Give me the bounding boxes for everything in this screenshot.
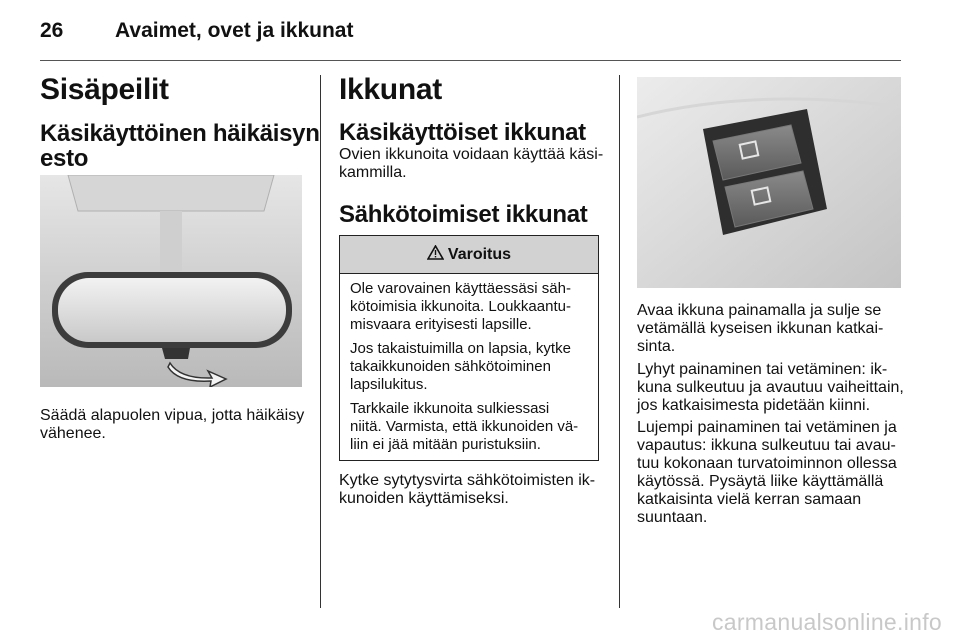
column-divider-right bbox=[619, 75, 620, 608]
right-paragraph-2: Lyhyt painaminen tai vetäminen: ik- kuna sulkeutuu ja avautuu vaiheittain, jos katkaisimesta pidetään kiinni. bbox=[637, 361, 904, 414]
window-switch-photo bbox=[637, 77, 901, 288]
warning-body bbox=[340, 274, 598, 454]
ignition-note-line2: kunoiden käyttämiseksi. bbox=[339, 490, 509, 507]
column-divider-left bbox=[320, 75, 321, 608]
warning-paragraph: Ole varovainen käyttäessäsi säh- kötoimisia ikkunoita. Loukkaantu- misvaara erityisesti lapsille. bbox=[350, 280, 571, 333]
subheading-power-windows: Sähkötoimiset ikkunat bbox=[339, 201, 588, 228]
warning-paragraph: Tarkkaile ikkunoita sulkiessasi niitä. Varmista, että ikkunoiden vä- liin ei jää mitään puristuksiin. bbox=[350, 400, 579, 453]
subheading-manual-windows: Käsikäyttöiset ikkunat bbox=[339, 119, 586, 146]
warning-header bbox=[340, 236, 598, 274]
manual-windows-text-line2: kammilla. bbox=[339, 164, 407, 181]
subheading-antiglare-line2: esto bbox=[40, 145, 89, 172]
mirror-caption-line1: Säädä alapuolen vipua, jotta häikäisy bbox=[40, 407, 305, 424]
ignition-note-line1: Kytke sytytysvirta sähkötoimisten ik- bbox=[339, 472, 596, 489]
watermark: carmanualsonline.info bbox=[711, 609, 942, 635]
warning-box bbox=[339, 235, 599, 461]
header-rule bbox=[40, 60, 901, 61]
section-heading-windows: Ikkunat bbox=[339, 73, 442, 106]
warning-paragraph: Jos takaistuimilla on lapsia, kytke takaikkunoiden sähkötoiminen lapsilukitus. bbox=[350, 340, 571, 393]
page-number: 26 bbox=[40, 19, 64, 42]
subheading-antiglare-line1: Käsikäyttöinen häikäisyn bbox=[40, 120, 320, 147]
mirror-caption-line2: vähenee. bbox=[40, 425, 106, 442]
section-heading-mirrors: Sisäpeilit bbox=[40, 73, 169, 106]
right-paragraph-3: Lujempi painaminen tai vetäminen ja vapautus: ikkuna sulkeutuu tai avau- tuu kokonaan turvatoiminnon ollessa käytössä. Pysäytä liike käyttämällä katkaisinta vielä kerran samaan suuntaan. bbox=[637, 419, 897, 526]
manual-windows-text-line1: Ovien ikkunoita voidaan käyttää käsi- bbox=[339, 146, 604, 163]
warning-triangle-icon bbox=[427, 245, 444, 265]
header-title: Avaimet, ovet ja ikkunat bbox=[115, 19, 354, 42]
right-paragraph-1: Avaa ikkuna painamalla ja sulje se vetämällä kyseisen ikkunan katkai- sinta. bbox=[637, 302, 884, 355]
mirror-photo bbox=[40, 175, 302, 387]
warning-title: Varoitus bbox=[447, 245, 512, 263]
